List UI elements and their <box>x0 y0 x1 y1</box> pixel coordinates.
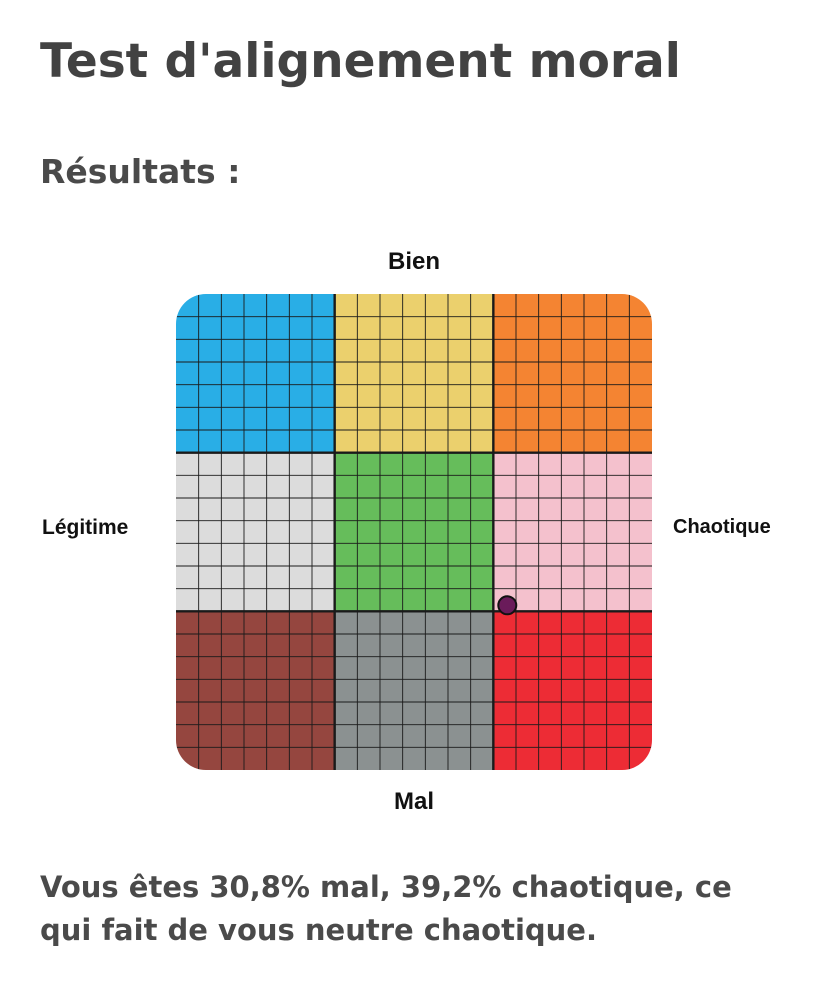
alignment-cell-2-2 <box>493 611 652 770</box>
axis-label-mal: Mal <box>393 788 435 815</box>
axis-label-bien: Bien <box>387 248 441 275</box>
axis-label-chaotique: Chaotique <box>673 516 771 538</box>
axis-label-legitime: Légitime <box>42 516 129 539</box>
alignment-cell-0-1 <box>335 294 494 453</box>
alignment-cell-1-1 <box>335 453 494 612</box>
alignment-cell-2-0 <box>176 611 335 770</box>
alignment-marker <box>498 596 516 614</box>
alignment-cell-1-0 <box>176 453 335 612</box>
alignment-cell-0-2 <box>493 294 652 453</box>
results-heading: Résultats : <box>40 152 241 191</box>
result-text: Vous êtes 30,8% mal, 39,2% chaotique, ce qui fait de vous neutre chaotique. <box>40 870 732 947</box>
alignment-cell-0-0 <box>176 294 335 453</box>
alignment-cell-1-2 <box>493 453 652 612</box>
alignment-cell-2-1 <box>335 611 494 770</box>
page-title: Test d'alignement moral <box>40 34 681 89</box>
alignment-chart <box>176 294 652 770</box>
